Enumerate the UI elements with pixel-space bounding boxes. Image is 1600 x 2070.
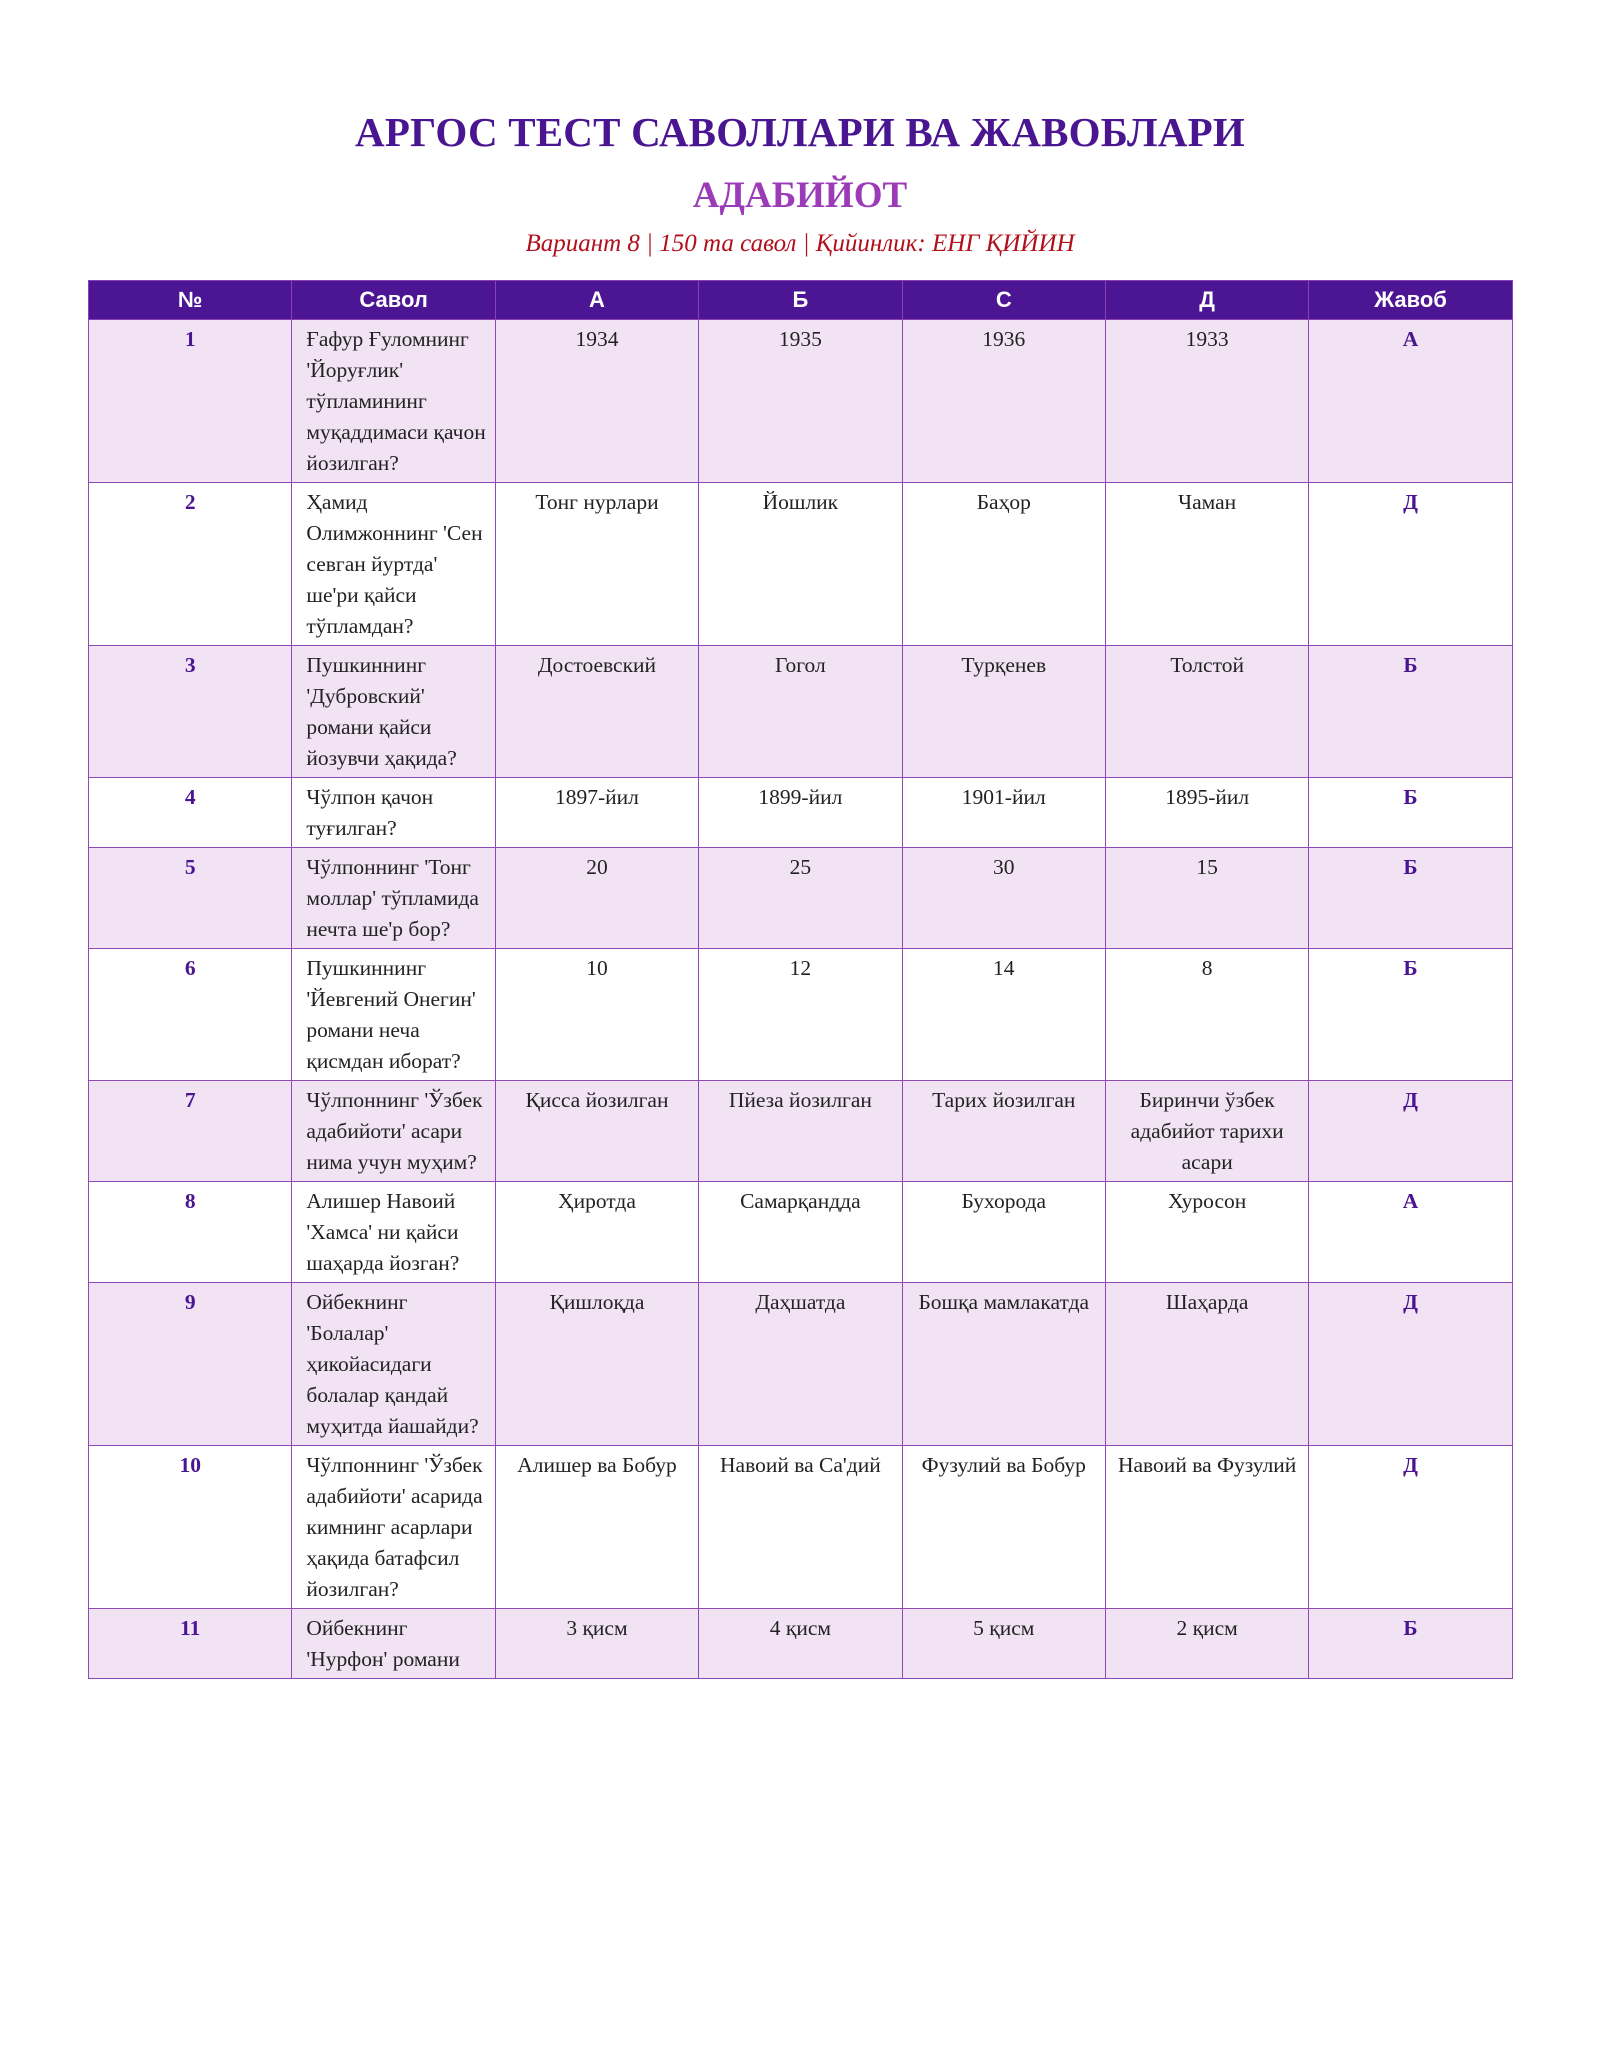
column-header-option-b: Б [699,281,902,320]
question-number: 3 [89,646,292,778]
table-row [89,1081,1513,1182]
option-a: Алишер ва Бобур [495,1446,698,1609]
question-text: Чўлпоннинг 'Тонг моллар' тўпламида нечта ше'р бор? [292,848,495,949]
correct-answer: А [1309,320,1512,483]
option-a: 3 қисм [495,1609,698,1679]
question-number: 1 [89,320,292,483]
option-c: 14 [902,949,1105,1081]
column-header-answer: Жавоб [1309,281,1512,320]
column-header-number: № [89,281,292,320]
option-b: 12 [699,949,902,1081]
option-c: 1901-йил [902,778,1105,848]
question-text: Чўлпон қачон туғилган? [292,778,495,848]
option-b: 1935 [699,320,902,483]
option-c: Турқенев [902,646,1105,778]
table-row [89,1283,1513,1446]
option-c: Бошқа мамлакатда [902,1283,1105,1446]
table-row [89,1446,1513,1609]
question-text: Ҳамид Олимжоннинг 'Сен севган йуртда' ше'ри қайси тўпламдан? [292,483,495,646]
page-title: АРГОС ТЕСТ САВОЛЛАРИ ВА ЖАВОБЛАРИ [355,109,1245,155]
option-a: Достоевский [495,646,698,778]
option-b: Самарқандда [699,1182,902,1283]
questions-table [88,280,1513,1679]
option-b: Гогол [699,646,902,778]
option-b: 25 [699,848,902,949]
table-row [89,483,1513,646]
option-d: Навоий ва Фузулий [1105,1446,1308,1609]
option-c: Фузулий ва Бобур [902,1446,1105,1609]
option-a: Қишлоқда [495,1283,698,1446]
option-a: 10 [495,949,698,1081]
table-row [89,320,1513,483]
column-header-option-c: С [902,281,1105,320]
correct-answer: Б [1309,646,1512,778]
option-d: Толстой [1105,646,1308,778]
correct-answer: Б [1309,778,1512,848]
option-b: Пйеза йозилган [699,1081,902,1182]
option-c: Бухорода [902,1182,1105,1283]
correct-answer: А [1309,1182,1512,1283]
question-number: 4 [89,778,292,848]
correct-answer: Б [1309,949,1512,1081]
option-c: 5 қисм [902,1609,1105,1679]
question-text: Ойбекнинг 'Нурфон' романи [292,1609,495,1679]
option-d: Биринчи ўзбек адабийот тарихи асари [1105,1081,1308,1182]
question-number: 8 [89,1182,292,1283]
question-text: Ғафур Ғуломнинг 'Йоруғлик' тўпламининг муқаддимаси қачон йозилган? [292,320,495,483]
column-header-option-a: А [495,281,698,320]
option-d: Шаҳарда [1105,1283,1308,1446]
option-c: 1936 [902,320,1105,483]
option-a: Тонг нурлари [495,483,698,646]
option-d: 2 қисм [1105,1609,1308,1679]
option-c: Тарих йозилган [902,1081,1105,1182]
correct-answer: Д [1309,483,1512,646]
question-number: 7 [89,1081,292,1182]
question-number: 5 [89,848,292,949]
option-a: Қисса йозилган [495,1081,698,1182]
option-d: 1933 [1105,320,1308,483]
column-header-question: Савол [292,281,495,320]
option-b: 1899-йил [699,778,902,848]
correct-answer: Б [1309,1609,1512,1679]
option-b: Навоий ва Са'дий [699,1446,902,1609]
question-text: Ойбекнинг 'Болалар' ҳикойасидаги болалар қандай муҳитда йашайди? [292,1283,495,1446]
table-row [89,778,1513,848]
table-header-row [89,281,1513,320]
question-text: Чўлпоннинг 'Ўзбек адабийоти' асари нима учун муҳим? [292,1081,495,1182]
option-a: Ҳиротда [495,1182,698,1283]
option-a: 1897-йил [495,778,698,848]
question-text: Пушкиннинг 'Дубровский' романи қайси йозувчи ҳақида? [292,646,495,778]
correct-answer: Д [1309,1081,1512,1182]
option-d: Чаман [1105,483,1308,646]
column-header-option-d: Д [1105,281,1308,320]
option-d: 1895-йил [1105,778,1308,848]
option-b: 4 қисм [699,1609,902,1679]
question-number: 6 [89,949,292,1081]
table-row [89,949,1513,1081]
table-row [89,1609,1513,1679]
option-a: 20 [495,848,698,949]
question-number: 11 [89,1609,292,1679]
correct-answer: Б [1309,848,1512,949]
table-body [89,320,1513,1679]
correct-answer: Д [1309,1446,1512,1609]
option-d: 15 [1105,848,1308,949]
correct-answer: Д [1309,1283,1512,1446]
question-text: Чўлпоннинг 'Ўзбек адабийоти' асарида кимнинг асарлари ҳақида батафсил йозилган? [292,1446,495,1609]
option-a: 1934 [495,320,698,483]
subject-heading: АДАБИЙОТ [692,175,908,216]
option-c: Баҳор [902,483,1105,646]
question-text: Алишер Навоий 'Хамса' ни қайси шаҳарда йозган? [292,1182,495,1283]
question-number: 9 [89,1283,292,1446]
option-d: 8 [1105,949,1308,1081]
variant-info: Вариант 8 | 150 та савол | Қийинлик: ЕНГ ҚИЙИН [525,230,1075,257]
question-text: Пушкиннинг 'Йевгений Онегин' романи неча қисмдан иборат? [292,949,495,1081]
option-b: Даҳшатда [699,1283,902,1446]
option-c: 30 [902,848,1105,949]
option-d: Хуросон [1105,1182,1308,1283]
table-row [89,848,1513,949]
table-row [89,1182,1513,1283]
table-row [89,646,1513,778]
option-b: Йошлик [699,483,902,646]
question-number: 10 [89,1446,292,1609]
question-number: 2 [89,483,292,646]
